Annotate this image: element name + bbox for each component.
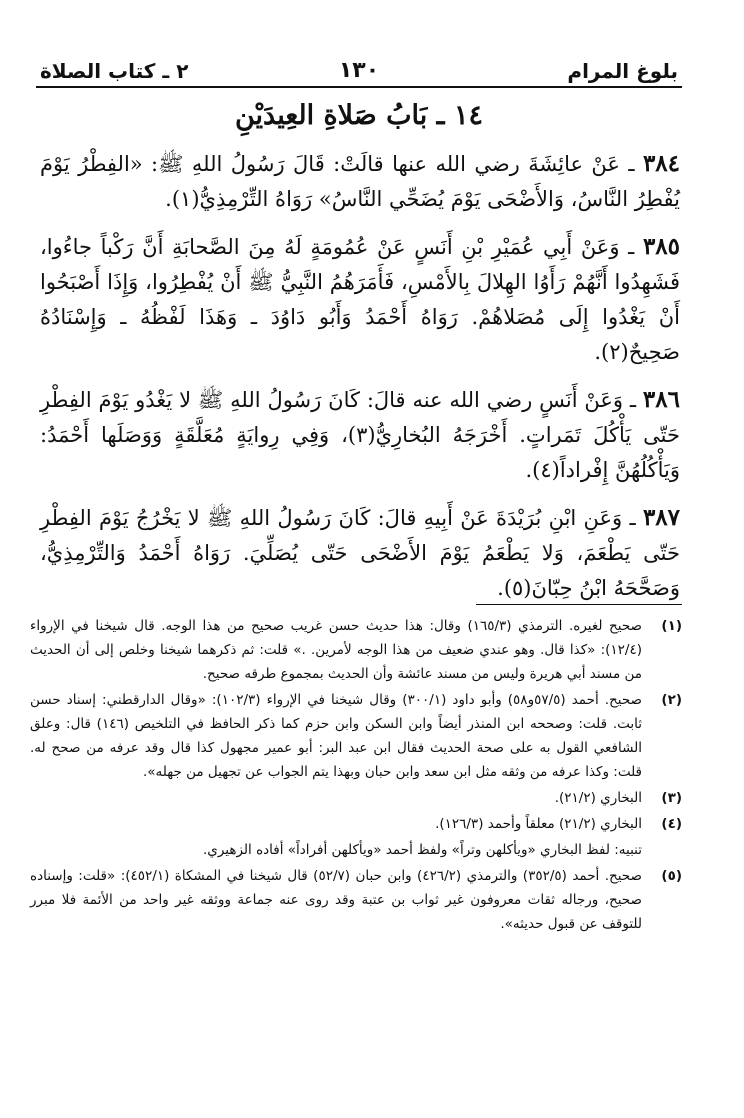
- hadith-entry: [40, 229, 680, 370]
- footnote: [30, 812, 682, 836]
- hadith-text: ـ وَعَنِ ابْنِ بُرَيْدَةَ عَنْ أَبِيهِ قالَ: كَانَ رَسُولُ اللهِ ﷺ لا يَخْرُجُ يَوْمَ الفِطْرِ حَتّى يَطْعَمَ، وَلا يَطْعَمُ يَوْمَ الأَضْحَى حَتّى يُصَلِّيَ. رَوَاهُ أَحْمَدُ وَالتِّرْمِذِيُّ، وَصَحَّحَهُ ابْنُ حِبّانَ(٥).: [40, 506, 680, 600]
- hadith-text: ـ وَعَنْ أَبِي عُمَيْرِ بْنِ أَنَسٍ عَنْ عُمُومَةٍ لَهُ مِنَ الصَّحابَةِ أَنَّ رَكْباً جاءُوا، فَشَهِدُوا أَنَّهُمْ رَأَوُا الهِلالَ بِالأَمْسِ، فَأَمَرَهُمُ النَّبِيُّ ﷺ أَنْ يُفْطِرُوا، وَإِذَا أَصْبَحُوا أَنْ يَغْدُوا إِلَى مُصَلاهُمْ. رَوَاهُ أَحْمَدُ وَأَبُو دَاوُدَ ـ وَهَذَا لَفْظُهُ ـ وَإِسْنَادُهُ صَحِيحٌ(٢).: [40, 235, 680, 364]
- hadith-number: ٣٨٧: [642, 504, 680, 531]
- chapter-title: ١٤ ـ بَابُ صَلاةِ العِيدَيْنِ: [234, 100, 483, 131]
- hadith-number: ٣٨٥: [642, 233, 680, 260]
- hadith-number: ٣٨٤: [642, 150, 680, 177]
- hadith-number: ٣٨٦: [642, 386, 680, 413]
- footnote-separator: [476, 604, 682, 605]
- footnote: [30, 688, 682, 784]
- footnote: [30, 864, 682, 936]
- footnote-number: (١): [661, 618, 682, 634]
- footnote-number: (٥): [661, 868, 682, 884]
- hadith-entry: [40, 500, 680, 606]
- hadith-list: [40, 146, 680, 618]
- footnote-text: صحيح. أحمد (٥٧/٥و٥٨) وأبو داود (٣٠٠/١) وقال شيخنا في الإرواء (١٠٢/٣): «وقال الدارقطني: إسناد حسن ثابت. قلت: وصححه ابن المنذر أيضاً وابن السكن وابن حزم كما ذكر الحافظ في التلخيص (١٤٦) قال: وعلق الشافعي القول به على صحة الحديث فقال ابن عبد البر: أبو عمير مجهول كذا قال وقد عرفه من صحح له. قلت: وكذا عرفه من وثقه مثل ابن سعد وابن حبان وبهذا يتم الجواب عن تجهيل من جهله».: [30, 692, 643, 780]
- footnote-number: (٢): [661, 692, 682, 708]
- header-chapter-label: ٢ ـ كتاب الصلاة: [40, 59, 189, 83]
- footnote-text: البخاري (٢١/٢).: [554, 790, 642, 806]
- footnote-text: البخاري (٢١/٢) معلقاً وأحمد (١٢٦/٣).: [435, 816, 642, 832]
- header-book-title: بلوغ المرام: [567, 59, 678, 83]
- hadith-entry: [40, 146, 680, 217]
- footnote: [30, 786, 682, 810]
- footnote-number: (٤): [661, 816, 682, 832]
- footnote-number: (٣): [661, 790, 682, 806]
- footnotes: [30, 614, 682, 938]
- footnote: [30, 614, 682, 686]
- header-page-number: ١٣٠: [338, 58, 380, 83]
- hadith-entry: [40, 382, 680, 488]
- footnote-note: تنبيه: لفظ البخاري «ويأكلهن وتراً» ولفظ أحمد «ويأكلهن أفراداً» أفاده الزهيري.: [202, 842, 642, 858]
- hadith-text: ـ عَنْ عائِشَةَ رضي الله عنها قالَتْ: قَالَ رَسُولُ اللهِ ﷺ: «الفِطْرُ يَوْمَ يُفْطِرُ النَّاسُ، وَالأَضْحَى يَوْمَ يُضَحِّي النَّاسُ» رَوَاهُ التِّرْمِذِيُّ(١).: [40, 152, 680, 211]
- running-header: [36, 58, 682, 88]
- hadith-text: ـ وَعَنْ أَنَسٍ رضي الله عنه قالَ: كَانَ رَسُولُ اللهِ ﷺ لا يَغْدُو يَوْمَ الفِطْرِ حَتّى يَأْكُلَ تَمَراتٍ. أَخْرَجَهُ البُخارِيُّ(٣)، وَفِي رِوايَةٍ مُعَلَّقَةٍ وَوَصَلَها أَحْمَدُ: وَيَأْكُلُهُنَّ إِفْراداً(٤).: [40, 388, 680, 482]
- footnote-text: صحيح لغيره. الترمذي (١٦٥/٣) وقال: هذا حديث حسن غريب صحيح من هذا الوجه. قال شيخنا في الإرواء (١٢/٤): «كذا قال. وهو عندي ضعيف من هذا الوجه لأمرين. .» قلت: ثم ذكرهما شيخنا وخلص إلى أن الحديث من مسند أبي هريرة وليس من مسند عائشة وأن الحديث بمجموع طرقه صحيح.: [30, 618, 643, 682]
- footnote-text: صحيح. أحمد (٣٥٢/٥) والترمذي (٤٢٦/٢) وابن حبان (٥٢/٧) قال شيخنا في المشكاة (٤٥٢/١): «قلت: وإسناده صحيح، ورجاله ثقات معروفون غير ثواب بن عتبة وقد روى عنه جماعة ووثقه غير واحد من الأئمة فلا مبرر للتوقف عن قبول حديثه».: [30, 868, 642, 932]
